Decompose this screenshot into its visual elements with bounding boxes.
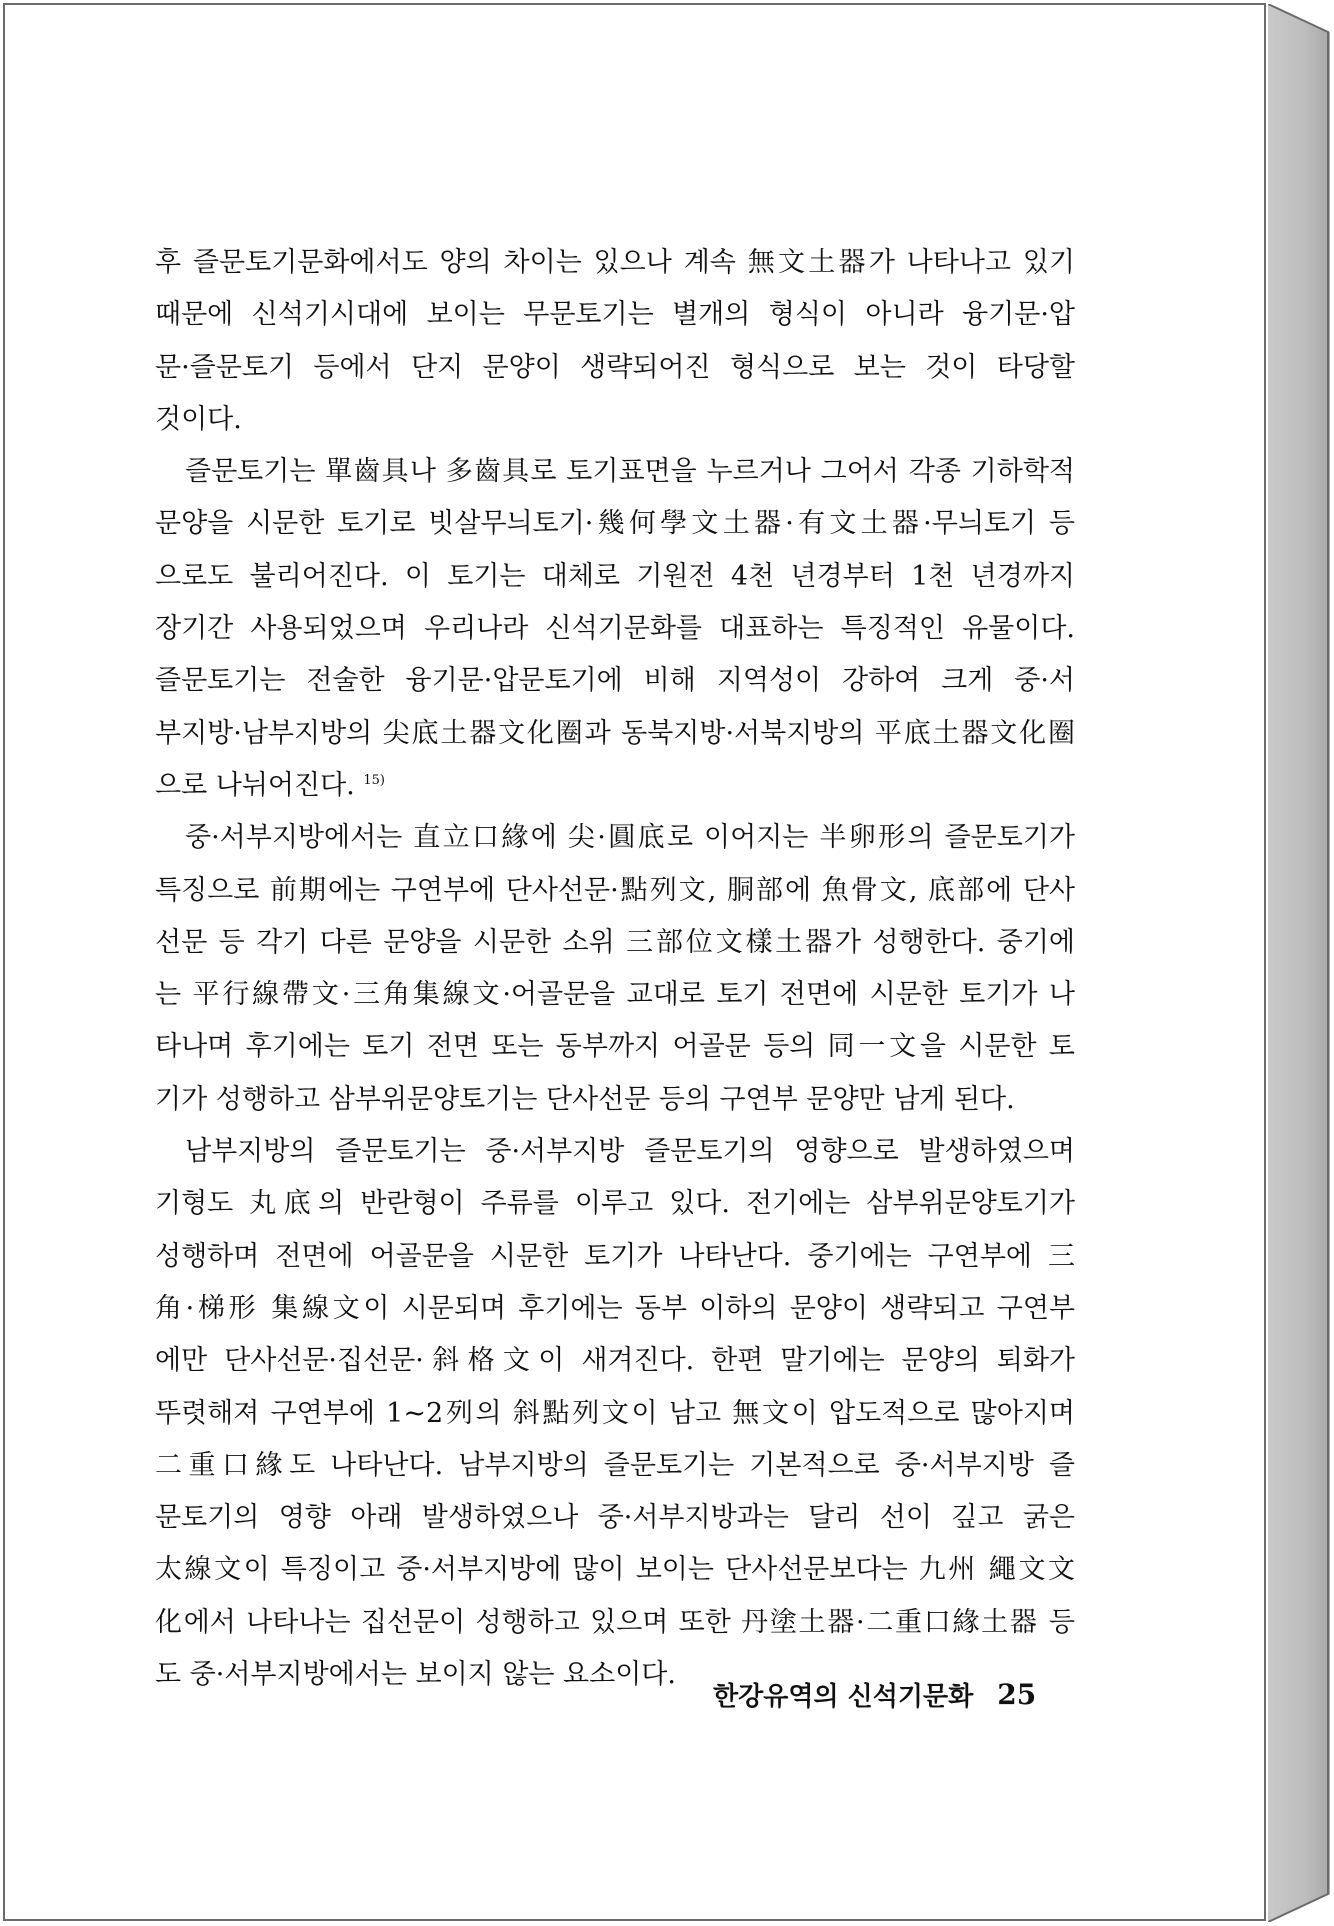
text-line — [155, 1492, 1075, 1544]
line-text: 문양을 시문한 토기로 빗살무늬토기·幾何學文土器·有文土器·무늬토기 등 — [155, 508, 1075, 540]
text-line — [155, 551, 1075, 603]
text-line — [155, 917, 1075, 969]
line-text: 는 平行線帶文·三角集線文·어골문을 교대로 토기 전면에 시문한 토기가 나 — [155, 979, 1075, 1011]
line-text: 타나며 후기에는 토기 전면 또는 동부까지 어골문 등의 同一文을 시문한 토 — [155, 1031, 1075, 1063]
line-text: 으로도 불리어진다. 이 토기는 대체로 기원전 4천 년경부터 1천 년경까지 — [155, 560, 1075, 592]
line-text: 즐문토기는 單齒具나 多齒具로 토기표면을 누르거나 그어서 각종 기하학적 — [185, 456, 1075, 488]
text-line — [155, 603, 1075, 655]
text-line — [155, 812, 1075, 864]
text-line — [155, 1388, 1075, 1440]
text-line — [155, 237, 1075, 289]
line-text: 중·서부지방에서는 直立口緣에 尖·圓底로 이어지는 半卵形의 즐문토기가 — [185, 822, 1075, 854]
text-line — [155, 865, 1075, 917]
line-text: 후 즐문토기문화에서도 양의 차이는 있으나 계속 無文土器가 나타나고 있기 — [155, 247, 1075, 278]
line-text: 때문에 신석기시대에 보이는 무문토기는 별개의 형식이 아니라 융기문·압 — [155, 299, 1075, 331]
text-line — [155, 394, 1075, 446]
line-text: 특징으로 前期에는 구연부에 단사선문·點列文, 胴部에 魚骨文, 底部에 단사 — [155, 874, 1075, 906]
text-line — [155, 1283, 1075, 1335]
text-line — [155, 1440, 1075, 1492]
text-line — [155, 1597, 1075, 1649]
body-text — [155, 237, 1075, 1701]
book-page — [3, 3, 1266, 1921]
text-line — [155, 1335, 1075, 1387]
line-text: 남부지방의 즐문토기는 중·서부지방 즐문토기의 영향으로 발생하였으며 — [185, 1136, 1075, 1168]
text-line — [155, 1126, 1075, 1178]
text-line — [155, 760, 1075, 812]
text-line — [155, 1178, 1075, 1230]
footnote-marker: 15) — [363, 772, 385, 788]
text-line — [155, 708, 1075, 760]
line-text: 성행하며 전면에 어골문을 시문한 토기가 나타난다. 중기에는 구연부에 三 — [155, 1240, 1075, 1272]
text-line — [155, 1021, 1075, 1073]
line-text: 二重口緣도 나타난다. 남부지방의 즐문토기는 기본적으로 중·서부지방 즐 — [155, 1449, 1075, 1481]
text-line — [155, 498, 1075, 550]
line-text: 문·즐문토기 등에서 단지 문양이 생략되어진 형식으로 보는 것이 타당할 — [155, 351, 1075, 383]
line-text: 뚜렷해져 구연부에 1~2列의 斜點列文이 남고 無文이 압도적으로 많아지며 — [155, 1397, 1075, 1429]
page-edge — [1268, 4, 1330, 1922]
line-text: 化에서 나타나는 집선문이 성행하고 있으며 또한 丹塗土器·二重口緣土器 등 — [155, 1606, 1075, 1638]
line-text: 선문 등 각기 다른 문양을 시문한 소위 三部位文樣土器가 성행한다. 중기에 — [155, 926, 1075, 958]
line-text: 부지방·남부지방의 尖底土器文化圈과 동북지방·서북지방의 平底土器文化圈 — [155, 717, 1075, 749]
line-text: 장기간 사용되었으며 우리나라 신석기문화를 대표하는 특징적인 유물이다. — [155, 613, 1075, 645]
line-text: 기형도 丸底의 반란형이 주류를 이루고 있다. 전기에는 삼부위문양토기가 — [155, 1188, 1075, 1220]
running-footer — [713, 1669, 1073, 1719]
line-text: 도 중·서부지방에서는 보이지 않는 요소이다. — [155, 1659, 676, 1691]
text-line — [155, 446, 1075, 498]
line-text: 기가 성행하고 삼부위문양토기는 단사선문 등의 구연부 문양만 남게 된다. — [155, 1083, 1015, 1115]
text-line — [155, 1231, 1075, 1283]
text-line — [155, 655, 1075, 707]
line-text: 角·梯形 集線文이 시문되며 후기에는 동부 이하의 문양이 생략되고 구연부 — [155, 1292, 1075, 1324]
line-text: 으로 나뉘어진다. — [155, 769, 355, 801]
line-text: 太線文이 특징이고 중·서부지방에 많이 보이는 단사선문보다는 九州 繩文文 — [155, 1554, 1075, 1586]
line-text: 것이다. — [155, 403, 242, 435]
footer-title: 한강유역의 신석기문화 — [713, 1681, 974, 1712]
line-text: 문토기의 영향 아래 발생하였으나 중·서부지방과는 달리 선이 깊고 굵은 — [155, 1502, 1075, 1534]
page-number: 25 — [997, 1677, 1037, 1711]
text-line — [155, 1074, 1075, 1126]
text-line — [155, 289, 1075, 341]
text-line — [155, 342, 1075, 394]
line-text: 에만 단사선문·집선문·斜格文이 새겨진다. 한편 말기에는 문양의 퇴화가 — [155, 1345, 1075, 1377]
line-text: 즐문토기는 전술한 융기문·압문토기에 비해 지역성이 강하여 크게 중·서 — [155, 665, 1075, 697]
text-line — [155, 969, 1075, 1021]
text-line — [155, 1544, 1075, 1596]
